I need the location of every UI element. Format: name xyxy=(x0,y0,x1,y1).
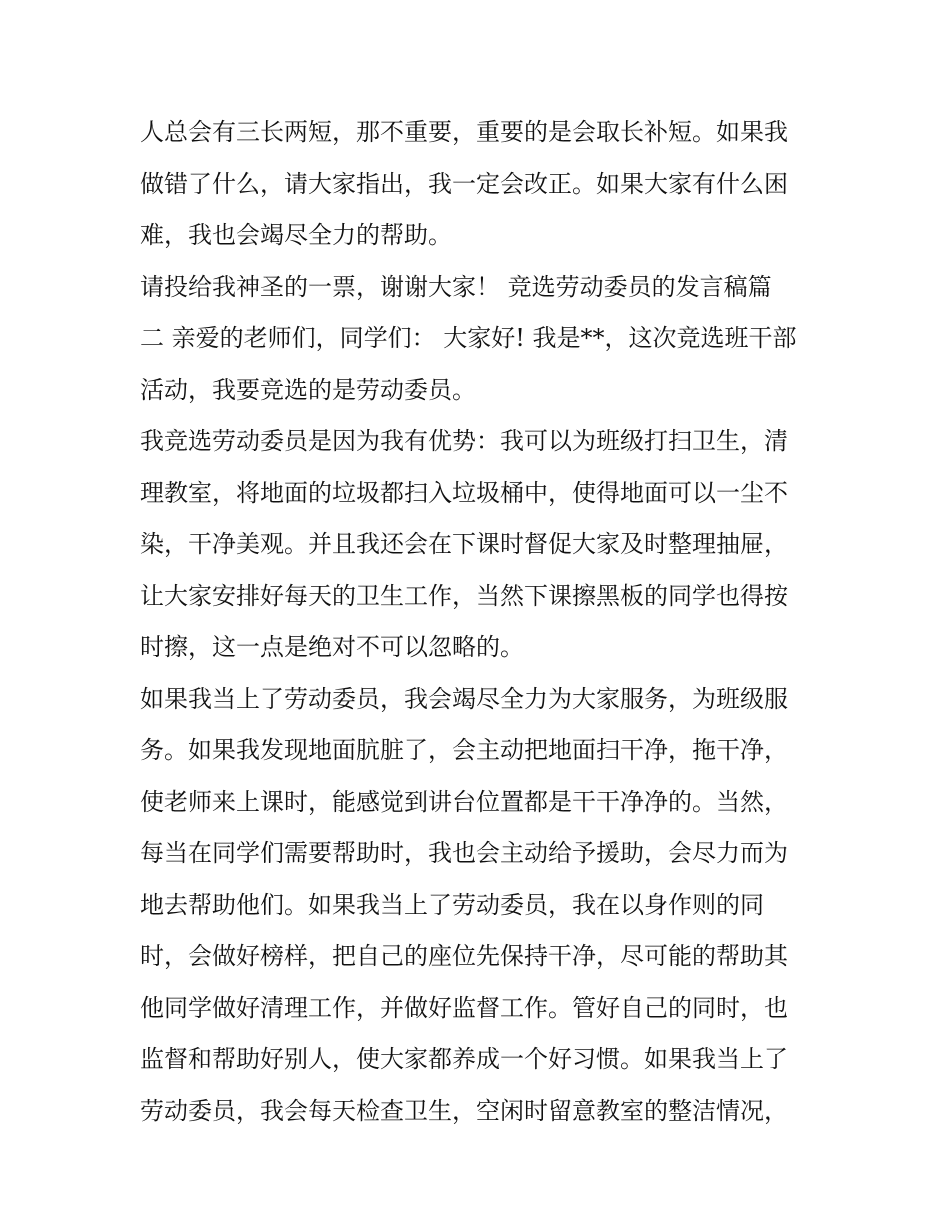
speech-text-body xyxy=(140,107,820,1137)
text-line: 使老师来上课时，能感觉到讲台位置都是干干净净的。当然， xyxy=(140,787,788,816)
text-line: 务。如果我发现地面肮脏了，会主动把地面扫干净，拖干净， xyxy=(140,736,788,764)
text-line: 理教室，将地面的垃圾都扫入垃圾桶中，使得地面可以一尘不 xyxy=(140,478,788,507)
text-line: 每当在同学们需要帮助时，我也会主动给予援助，会尽力而为 xyxy=(140,839,788,867)
text-line: 染，干净美观。并且我还会在下课时督促大家及时整理抽屉， xyxy=(140,530,788,558)
text-line: 请投给我神圣的一票，谢谢大家！ 竞选劳动委员的发言稿篇 xyxy=(140,272,772,301)
text-line: 我竞选劳动委员是因为我有优势：我可以为班级打扫卫生，清 xyxy=(140,427,788,455)
text-line: 让大家安排好每天的卫生工作，当然下课擦黑板的同学也得按 xyxy=(140,581,788,610)
text-line: 人总会有三长两短，那不重要，重要的是会取长补短。如果我 xyxy=(140,118,788,146)
text-line: 劳动委员，我会每天检查卫生，空闲时留意教室的整洁情况， xyxy=(140,1096,788,1125)
text-line: 时擦，这一点是绝对不可以忽略的。 xyxy=(140,633,524,661)
text-line: 时，会做好榜样，把自己的座位先保持干净，尽可能的帮助其 xyxy=(140,942,788,970)
text-line: 他同学做好清理工作，并做好监督工作。管好自己的同时，也 xyxy=(140,993,788,1022)
text-line: 地去帮助他们。如果我当上了劳动委员，我在以身作则的同 xyxy=(140,890,764,919)
text-line: 活动，我要竞选的是劳动委员。 xyxy=(140,375,476,404)
text-line: 监督和帮助好别人，使大家都养成一个好习惯。如果我当上了 xyxy=(140,1045,788,1073)
text-line: 如果我当上了劳动委员，我会竭尽全力为大家服务，为班级服 xyxy=(140,684,788,713)
text-line: 二 亲爱的老师们，同学们： 大家好! 我是**，这次竞选班干部 xyxy=(140,324,797,352)
text-line: 做错了什么，请大家指出，我一定会改正。如果大家有什么困 xyxy=(140,169,788,198)
text-line: 难，我也会竭尽全力的帮助。 xyxy=(140,221,452,249)
